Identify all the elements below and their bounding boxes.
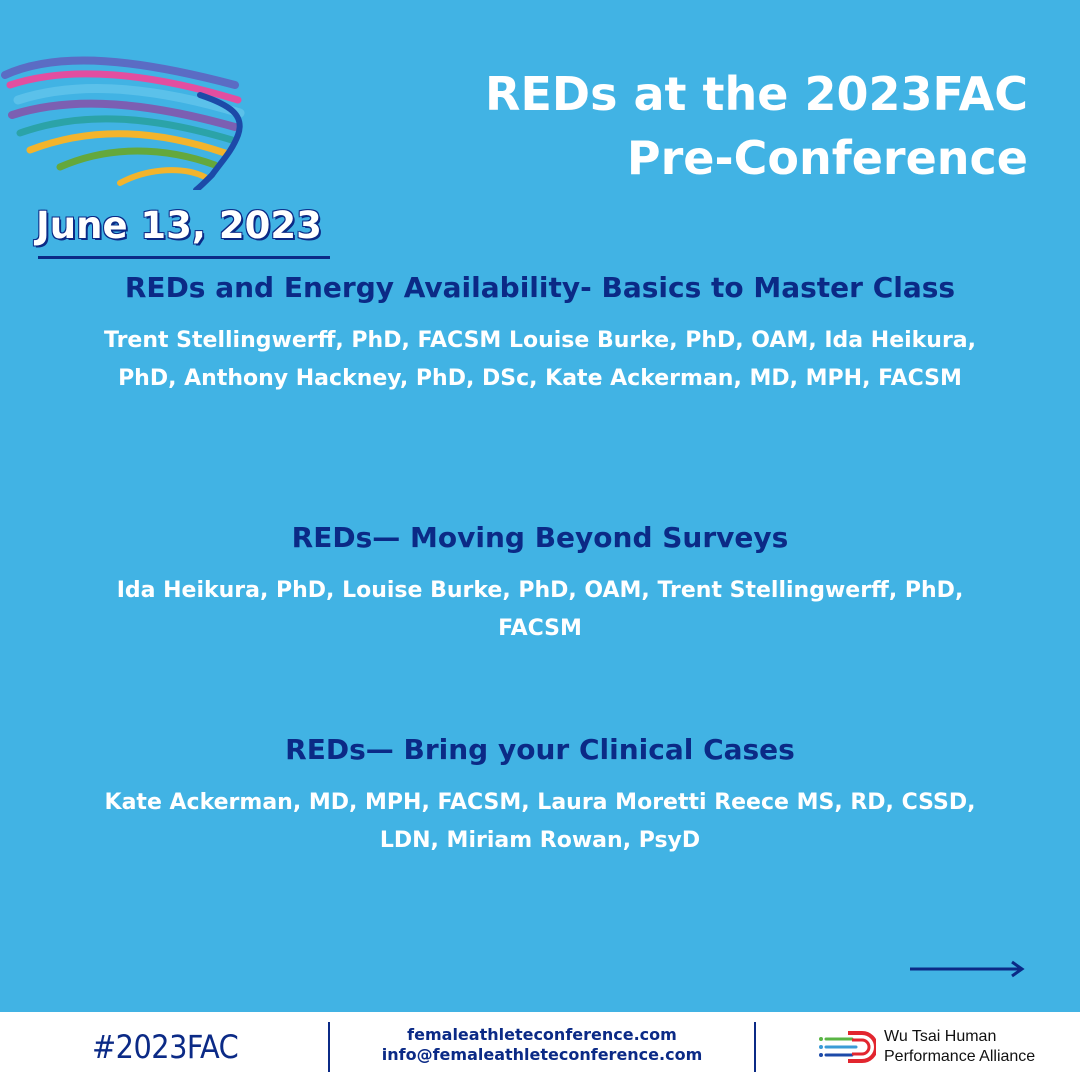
session-speakers: Kate Ackerman, MD, MPH, FACSM, Laura Moretti Reece MS, RD, CSSD, LDN, Miriam Rowan, PsyD (104, 790, 976, 853)
session-1 (60, 270, 1020, 398)
session-title: REDs and Energy Availability- Basics to Master Class (124, 271, 956, 304)
footer (0, 1012, 1080, 1080)
alliance-line-2: Performance Alliance (884, 1048, 1036, 1065)
alliance-line-1: Wu Tsai Human (884, 1028, 997, 1045)
session-speakers: Trent Stellingwerff, PhD, FACSM Louise Burke, PhD, OAM, Ida Heikura, PhD, Anthony Hackney, PhD, DSc, Kate Ackerman, MD, MPH, FACSM (103, 328, 977, 391)
event-date: June 13, 2023 (36, 204, 322, 247)
footer-divider (754, 1022, 756, 1072)
title-line-2: Pre-Conference (626, 131, 1028, 185)
alliance-name (884, 1027, 1035, 1067)
session-title: REDs— Bring your Clinical Cases (285, 733, 795, 766)
arrow-right-icon[interactable] (908, 958, 1028, 980)
session-2 (60, 520, 1020, 648)
page-title (408, 62, 1028, 190)
session-speakers: Ida Heikura, PhD, Louise Burke, PhD, OAM, Trent Stellingwerff, PhD, FACSM (116, 578, 964, 641)
date-underline (38, 256, 330, 259)
hashtag: #2023FAC (92, 1028, 239, 1066)
website-link[interactable]: femaleathleteconference.com (407, 1025, 677, 1044)
footer-divider (328, 1022, 330, 1072)
contact-info (342, 1025, 742, 1065)
session-3 (60, 732, 1020, 860)
alliance-logo-icon (818, 1030, 876, 1064)
title-line-1: REDs at the 2023FAC (485, 67, 1028, 121)
conference-logo-icon (0, 55, 250, 190)
session-title: REDs— Moving Beyond Surveys (291, 521, 789, 554)
email-link[interactable]: info@femaleathleteconference.com (381, 1045, 703, 1064)
